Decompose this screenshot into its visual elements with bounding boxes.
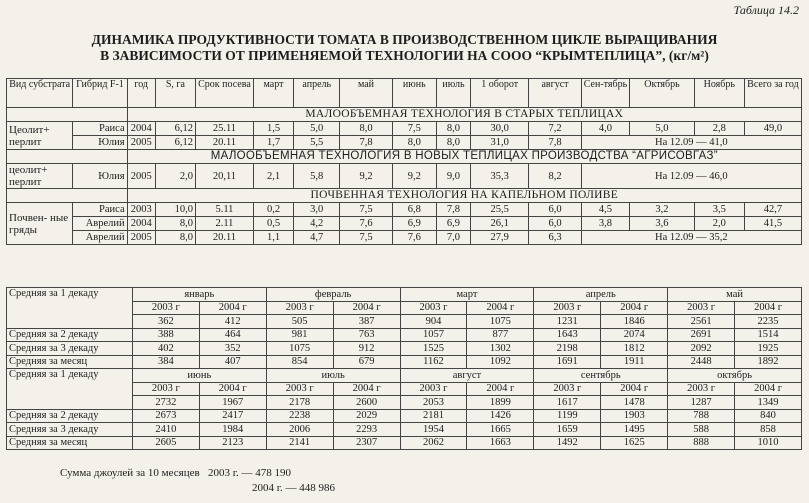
table-caption: Таблица 14.2 [733,3,799,17]
year-header: 2004 г [333,382,400,396]
value-cell: 2,0 [694,217,744,231]
value-cell: 1010 [735,436,802,450]
value-cell: 7,6 [392,231,436,245]
year-header: 2003 г [400,382,467,396]
year-cell: 2005 [127,164,155,189]
year-header: 2003 г [534,301,601,315]
value-cell: 1492 [534,436,601,450]
column-header: 1 оборот [471,79,529,108]
value-cell: 7,8 [436,203,470,217]
value-cell: 1057 [400,328,467,342]
value-cell: 49,0 [744,122,801,136]
value-cell: 8,2 [529,164,581,189]
value-cell: 1162 [400,355,467,369]
column-header: май [340,79,392,108]
value-cell: 7,5 [340,231,392,245]
column-header: Вид субстрата [7,79,73,108]
sow-date-cell: 25.11 [195,122,253,136]
value-cell: 7,5 [392,122,436,136]
section-spacer [7,189,128,203]
value-cell: 1,1 [253,231,293,245]
year-cell: 2004 [127,217,155,231]
column-header: Ноябрь [694,79,744,108]
row-label: Средняя за 2 декаду [7,409,133,423]
value-cell: 3,6 [630,217,694,231]
value-cell: 41,5 [744,217,801,231]
value-cell: 387 [333,315,400,329]
value-cell: 6,9 [392,217,436,231]
value-cell: 1812 [601,342,668,356]
year-header: 2004 г [467,382,534,396]
value-cell: 407 [199,355,266,369]
value-cell: 25,5 [471,203,529,217]
substrate-cell: Цеолит+ перлит [7,122,73,150]
value-cell: 8,0 [436,136,470,150]
table-row [7,203,802,217]
value-cell: 2092 [668,342,735,356]
value-cell: 464 [199,328,266,342]
value-cell: 5,0 [630,122,694,136]
sow-date-cell: 20.11 [195,136,253,150]
value-cell: 1691 [534,355,601,369]
value-cell: 7,6 [340,217,392,231]
month-header: июнь [132,369,266,383]
month-header: октябрь [668,369,802,383]
value-cell: 2,8 [694,122,744,136]
value-cell: 1617 [534,396,601,410]
column-header: апрель [294,79,340,108]
value-cell: 362 [132,315,199,329]
year-header: 2003 г [400,301,467,315]
year-header: 2003 г [668,382,735,396]
value-cell: 6,0 [529,203,581,217]
table-row [7,217,802,231]
value-cell: 858 [735,423,802,437]
value-cell: 1903 [601,409,668,423]
value-cell: 2605 [132,436,199,450]
column-header: июнь [392,79,436,108]
row-label: Средняя за месяц [7,355,133,369]
section-title: МАЛООБЪЕМНАЯ ТЕХНОЛОГИЯ В НОВЫХ ТЕПЛИЦАХ ПРОИЗВОДСТВА “АГРИСОВГАЗ” [127,150,801,164]
year-header: 2003 г [266,382,333,396]
value-cell: 8,0 [436,122,470,136]
value-cell: 3,8 [581,217,630,231]
value-cell: 6,0 [529,217,581,231]
value-cell: 1495 [601,423,668,437]
value-cell: 1984 [199,423,266,437]
substrate-cell: цеолит+ перлит [7,164,73,189]
page-title: ДИНАМИКА ПРОДУКТИВНОСТИ ТОМАТА В ПРОИЗВОДСТВЕННОМ ЦИКЛЕ ВЫРАЩИВАНИЯ [91,32,718,47]
value-cell: 1349 [735,396,802,410]
value-cell: 2561 [668,315,735,329]
value-cell: 5,5 [294,136,340,150]
value-cell: 2029 [333,409,400,423]
value-cell: 35,3 [471,164,529,189]
value-cell: 1426 [467,409,534,423]
month-header: июль [266,369,400,383]
month-header: март [400,288,534,302]
column-header: Октябрь [630,79,694,108]
section-spacer [7,150,128,164]
year-header: 2004 г [333,301,400,315]
value-cell: 3,5 [694,203,744,217]
hybrid-cell: Аврелий [73,217,127,231]
month-header-row [7,369,802,383]
value-cell: 42,7 [744,203,801,217]
table-row [7,164,802,189]
sum-2004: 2004 г. — 448 986 [252,482,336,494]
table-row [7,342,802,356]
area-cell: 8,0 [155,217,195,231]
value-cell: 2410 [132,423,199,437]
month-header: февраль [266,288,400,302]
value-cell: 9,2 [340,164,392,189]
value-cell: 31,0 [471,136,529,150]
year-header: 2003 г [132,382,199,396]
value-cell: 2181 [400,409,467,423]
value-cell: 2691 [668,328,735,342]
value-cell: 763 [333,328,400,342]
value-cell: 1892 [735,355,802,369]
value-cell: 1478 [601,396,668,410]
value-cell: 7,8 [529,136,581,150]
value-cell: 388 [132,328,199,342]
hybrid-cell: Раиса [73,122,127,136]
value-cell: 1525 [400,342,467,356]
value-cell: 2178 [266,396,333,410]
value-cell: 1,5 [253,122,293,136]
value-cell: 352 [199,342,266,356]
year-header: 2004 г [735,382,802,396]
value-cell: 904 [400,315,467,329]
value-cell: 2062 [400,436,467,450]
section-spacer [7,108,128,122]
value-cell: 26,1 [471,217,529,231]
value-cell: 840 [735,409,802,423]
value-cell: 2053 [400,396,467,410]
section-row [7,150,802,164]
area-cell: 6,12 [155,136,195,150]
note-cell: На 12.09 — 35,2 [581,231,801,245]
value-cell: 2417 [199,409,266,423]
year-header: 2004 г [467,301,534,315]
section-row [7,189,802,203]
value-cell: 27,9 [471,231,529,245]
column-header: Всего за год [744,79,801,108]
value-cell: 854 [266,355,333,369]
column-header: июль [436,79,470,108]
year-header: 2003 г [266,301,333,315]
section-row [7,108,802,122]
value-cell: 4,0 [581,122,630,136]
value-cell: 2006 [266,423,333,437]
value-cell: 912 [333,342,400,356]
year-cell: 2005 [127,136,155,150]
column-header: год [127,79,155,108]
value-cell: 1,7 [253,136,293,150]
page-subtitle: В ЗАВИСИМОСТИ ОТ ПРИМЕНЯЕМОЙ ТЕХНОЛОГИИ НА СООО “КРЫМТЕПЛИЦА”, (кг/м²) [100,48,709,63]
value-cell: 4,7 [294,231,340,245]
value-cell: 1302 [467,342,534,356]
hybrid-cell: Аврелий [73,231,127,245]
value-cell: 2141 [266,436,333,450]
value-cell: 2600 [333,396,400,410]
joules-sum [60,466,335,496]
value-cell: 2074 [601,328,668,342]
value-cell: 1899 [467,396,534,410]
table-row [7,355,802,369]
value-cell: 4,5 [581,203,630,217]
value-cell: 2732 [132,396,199,410]
row-label: Средняя за 3 декаду [7,342,133,356]
value-cell: 1231 [534,315,601,329]
value-cell: 2123 [199,436,266,450]
sow-date-cell: 5.11 [195,203,253,217]
value-cell: 1954 [400,423,467,437]
section-title: ПОЧВЕННАЯ ТЕХНОЛОГИЯ НА КАПЕЛЬНОМ ПОЛИВЕ [127,189,801,203]
value-cell: 505 [266,315,333,329]
value-cell: 412 [199,315,266,329]
header-row [7,79,802,108]
month-header: сентябрь [534,369,668,383]
row-label: Средняя за месяц [7,436,133,450]
row-label: Средняя за 1 декаду [7,288,133,329]
productivity-table [6,78,802,245]
value-cell: 30,0 [471,122,529,136]
year-header: 2003 г [668,301,735,315]
table-row [7,328,802,342]
year-header: 2004 г [199,382,266,396]
value-cell: 384 [132,355,199,369]
value-cell: 1514 [735,328,802,342]
column-header: Гибрид F-1 [73,79,127,108]
value-cell: 1659 [534,423,601,437]
value-cell: 1665 [467,423,534,437]
month-header: январь [132,288,266,302]
area-cell: 2,0 [155,164,195,189]
year-cell: 2005 [127,231,155,245]
value-cell: 9,0 [436,164,470,189]
year-cell: 2004 [127,122,155,136]
value-cell: 1092 [467,355,534,369]
area-cell: 6,12 [155,122,195,136]
row-label: Средняя за 2 декаду [7,328,133,342]
value-cell: 6,3 [529,231,581,245]
column-header: Сен-тябрь [581,79,630,108]
column-header: S, га [155,79,195,108]
value-cell: 1199 [534,409,601,423]
value-cell: 9,2 [392,164,436,189]
substrate-cell: Почвен- ные гряды [7,203,73,245]
value-cell: 6,8 [392,203,436,217]
year-header: 2004 г [601,382,668,396]
table-row [7,423,802,437]
value-cell: 2238 [266,409,333,423]
year-header: 2003 г [132,301,199,315]
value-cell: 679 [333,355,400,369]
month-header: май [668,288,802,302]
value-cell: 8,0 [392,136,436,150]
value-cell: 2448 [668,355,735,369]
value-cell: 3,0 [294,203,340,217]
table-row [7,136,802,150]
table-row [7,122,802,136]
value-cell: 0,2 [253,203,293,217]
column-header: август [529,79,581,108]
area-cell: 8,0 [155,231,195,245]
value-cell: 6,9 [436,217,470,231]
table-row [7,436,802,450]
value-cell: 2307 [333,436,400,450]
value-cell: 2198 [534,342,601,356]
sow-date-cell: 20.11 [195,231,253,245]
year-cell: 2003 [127,203,155,217]
hybrid-cell: Юлия [73,164,127,189]
table-row [7,231,802,245]
value-cell: 1075 [266,342,333,356]
sum-2003: 2003 г. — 478 190 [207,467,291,479]
value-cell: 1846 [601,315,668,329]
value-cell: 7,5 [340,203,392,217]
value-cell: 4,2 [294,217,340,231]
value-cell: 888 [668,436,735,450]
value-cell: 1925 [735,342,802,356]
section-title: МАЛООБЪЕМНАЯ ТЕХНОЛОГИЯ В СТАРЫХ ТЕПЛИЦАХ [127,108,801,122]
value-cell: 1643 [534,328,601,342]
note-cell: На 12.09 — 46,0 [581,164,801,189]
note-cell: На 12.09 — 41,0 [581,136,801,150]
value-cell: 1287 [668,396,735,410]
sow-date-cell: 2.11 [195,217,253,231]
table-row [7,409,802,423]
value-cell: 788 [668,409,735,423]
sow-date-cell: 20,11 [195,164,253,189]
month-header: апрель [534,288,668,302]
year-header: 2003 г [534,382,601,396]
row-label: Средняя за 3 декаду [7,423,133,437]
year-header: 2004 г [601,301,668,315]
value-cell: 981 [266,328,333,342]
value-cell: 2235 [735,315,802,329]
value-cell: 402 [132,342,199,356]
month-header-row [7,288,802,302]
sum-label: Сумма джоулей за 10 месяцев [60,467,200,479]
value-cell: 8,0 [340,122,392,136]
value-cell: 2,1 [253,164,293,189]
value-cell: 7,0 [436,231,470,245]
column-header: март [253,79,293,108]
month-header: август [400,369,534,383]
value-cell: 7,8 [340,136,392,150]
hybrid-cell: Юлия [73,136,127,150]
year-header: 2004 г [199,301,266,315]
value-cell: 1625 [601,436,668,450]
joules-table [6,287,802,450]
value-cell: 3,2 [630,203,694,217]
column-header: Срок посева [195,79,253,108]
value-cell: 5,8 [294,164,340,189]
row-label: Средняя за 1 декаду [7,369,133,410]
value-cell: 2293 [333,423,400,437]
value-cell: 2673 [132,409,199,423]
area-cell: 10,0 [155,203,195,217]
value-cell: 588 [668,423,735,437]
value-cell: 1911 [601,355,668,369]
hybrid-cell: Раиса [73,203,127,217]
value-cell: 1967 [199,396,266,410]
value-cell: 7,2 [529,122,581,136]
year-header: 2004 г [735,301,802,315]
value-cell: 0,5 [253,217,293,231]
value-cell: 5,0 [294,122,340,136]
value-cell: 1075 [467,315,534,329]
value-cell: 877 [467,328,534,342]
value-cell: 1663 [467,436,534,450]
